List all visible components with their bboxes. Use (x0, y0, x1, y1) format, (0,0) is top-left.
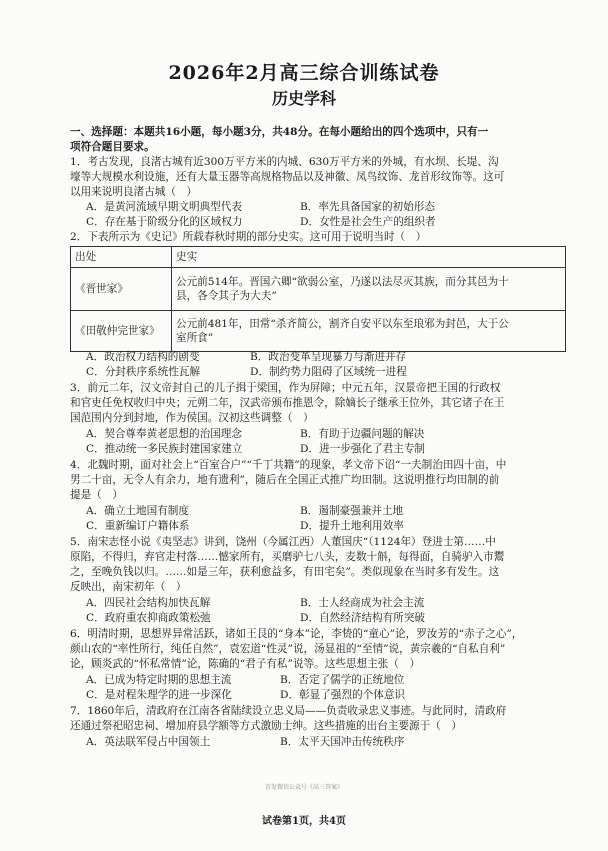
table-header-source: 出处 (71, 247, 172, 268)
q6-option-a: A．已成为特定时期的思想主流 (86, 674, 232, 686)
q1-option-a: A．是黄河流域早期文明典型代表 (86, 201, 242, 213)
q3-option-d: D．进一步强化了君主专制 (300, 443, 426, 455)
table-cell-fact (172, 268, 566, 311)
q5-line-3: 之，至晚负钱以归。……如是三年，获利愈益多，有田宅矣”。类似现象在当时多有发生。这 (70, 566, 500, 578)
q6-option-b: B．否定了儒学的正统地位 (280, 674, 405, 686)
q3-option-c: C．推动统一多民族封建国家建立 (86, 443, 243, 455)
q6-option-d: D．彰显了强烈的个体意识 (280, 689, 406, 701)
q5-line-1: 5．南宋志怪小说《夷坚志》讲到，饶州（今属江西）人董国庆“（1124年）登进士第……中 (70, 536, 496, 548)
q6-line-2: 颜山农的“率性所行，纯任自然”，袁宏道“性灵”说，汤显祖的“至情”说，黄宗羲的“自私自利” (70, 643, 506, 655)
q2-source-table (70, 246, 566, 352)
q7-line-2: 还通过祭祀昭忠祠、增加府县学额等方式激励士绅。这些措施的出台主要源于（ ） (70, 720, 462, 732)
q5-option-c: C．政府重农抑商政策松弛 (86, 612, 211, 624)
table-header-row (71, 247, 566, 268)
q1-line-3: 以用来说明良渚古城（ ） (70, 186, 198, 198)
q4-line-1: 4．北魏时期，面对社会上“百室合户”“千丁共籍”的现象，孝文帝下诏“一夫制治田四十亩，中 (70, 459, 507, 471)
fact-line: 公元前514年。晋国六卿“欲弱公室，乃遂以法尽灭其族，而分其邑为十 (176, 276, 509, 288)
section-heading-line-2: 项符合题目要求。 (70, 141, 155, 153)
q3-option-b: B．有助于边疆问题的解决 (300, 428, 425, 440)
q2-option-a: A．政治权力结构的剧变 (86, 351, 200, 363)
q2-line-1: 2．下表所示为《史记》所载春秋时期的部分史实。这可用于说明当时（ ） (70, 231, 427, 243)
q4-line-3: 提是（ ） (70, 489, 123, 501)
q1-option-b: B．率先具备国家的初始形态 (300, 201, 435, 213)
q4-line-2: 男二十亩，无令人有余力，地有遗利”，随后在全国正式推广均田制。这说明推行均田制的前 (70, 474, 500, 486)
q5-option-b: B．士人经商成为社会主流 (300, 597, 425, 609)
q5-option-a: A．四民社会结构加快瓦解 (86, 597, 211, 609)
q1-line-1: 1．考古发现，良渚古城有近300万平方米的内城、630万平方米的外城，有水坝、长堤、沟 (70, 156, 499, 168)
q4-option-d: D．提升土地利用效率 (300, 520, 404, 532)
q1-line-2: 壕等大规模水利设施，还有大量玉器等高规格物品以及神徽、凤鸟纹饰、龙首形纹饰等。这可 (70, 171, 505, 183)
table-row (71, 268, 566, 311)
q6-line-3: 论，顾炎武的“怀私常情”论，陈确的“君子有私”说等。这些思想主张（ ） (70, 658, 421, 670)
section-heading-line-1: 一、选择题：本题共16小题，每小题3分，共48分。在每小题给出的四个选项中，只有一 (70, 126, 489, 138)
q4-option-b: B．遏制豪强兼并土地 (300, 505, 404, 517)
watermark-text: 首发微信公众号《高三答案》 (264, 784, 343, 791)
q1-option-c: C．存在基于阶级分化的区域权力 (86, 216, 243, 228)
fact-line: 县，各令其子为大夫” (176, 290, 277, 302)
q1-option-d: D．女性是社会生产的组织者 (300, 216, 436, 228)
q5-line-4: 反映出，南宋初年（ ） (70, 581, 187, 593)
q7-line-1: 7．1860年后，清政府在江南各省陆续设立忠义局——负责收录忠义事迹。与此同时，清政府 (70, 705, 507, 717)
fact-line: 室所食” (176, 332, 214, 344)
table-cell-source: 《晋世家》 (71, 268, 172, 311)
fact-line: 公元前481年，田常“杀齐简公，割齐自安平以东至琅邪为封邑，大于公 (176, 318, 509, 330)
page-footer: 试卷第1页，共4页 (262, 816, 346, 827)
q3-option-a: A．契合尊奉黄老思想的治国理念 (86, 428, 242, 440)
q7-option-b: B．太平天国冲击传统秩序 (280, 736, 405, 748)
q2-option-b: B．政治变革呈现暴力与渐进并存 (250, 351, 407, 363)
q5-option-d: D．自然经济结构有所突破 (300, 612, 426, 624)
table-cell-source: 《田敬仲完世家》 (71, 311, 172, 352)
exam-title: 2026年2月高三综合训练试卷 (168, 62, 440, 84)
q6-line-1: 6．明清时期，思想界异常活跃，诸如王艮的“身本”论，李贽的“童心”论，罗汝芳的“赤子之心”， (70, 628, 523, 640)
q3-line-1: 3．前元二年，汉文帝封自己的儿子揖于梁国，作为屏障；中元五年，汉景帝把王国的行政权 (70, 382, 501, 394)
q3-line-3: 国范围内分到封地，作为侯国。汉初这些调整（ ） (70, 412, 314, 424)
q5-line-2: 原陷，不得归，弃官走村落……憾家所有，买磨驴七八头，麦数十斛，每得面，自骑驴入市鬻 (70, 551, 505, 563)
exam-subject: 历史学科 (271, 89, 336, 108)
q6-option-c: C．是对程朱理学的进一步深化 (86, 689, 232, 701)
q7-option-a: A．英法联军侵占中国领土 (86, 736, 211, 748)
table-header-fact: 史实 (172, 247, 566, 268)
q3-line-2: 和官吏任免权收归中央；元朔二年，汉武帝颁布推恩令，除嫡长子继承王位外，其它诸子在王 (70, 397, 505, 409)
q4-option-c: C．重新编订户籍体系 (86, 520, 190, 532)
table-cell-fact (172, 311, 566, 352)
q2-option-c: C．分封秩序系统性瓦解 (86, 366, 201, 378)
table-row (71, 311, 566, 352)
q4-option-a: A．确立土地国有制度 (86, 505, 189, 517)
q2-option-d: D．制约势力阻碍了区域统一进程 (250, 366, 407, 378)
